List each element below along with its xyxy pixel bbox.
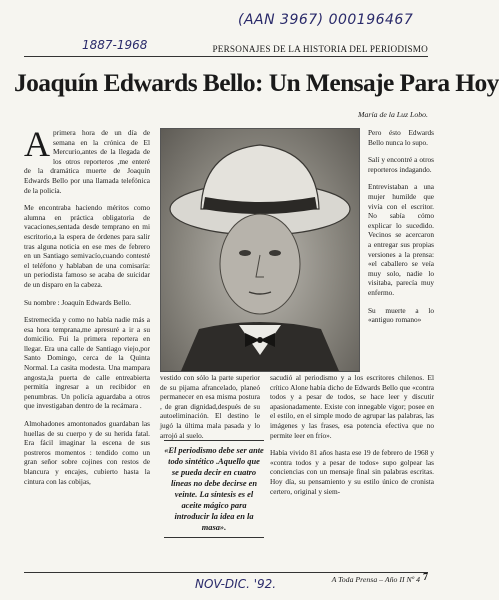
paragraph-1 <box>24 124 150 195</box>
handwritten-catalog-note: (AAN 3967) 000196467 <box>238 12 414 28</box>
footer-rule <box>24 572 428 573</box>
article-headline: Joaquín Edwards Bello: Un Mensaje Para Hoy <box>14 68 499 97</box>
paragraph-4: Estremecida y como no había nadie más a esa hora temprana,me apresuré a ir a su domicilio. Fui la primera reportera en llegar. Era una calle de Santiago viejo,por Santo Domingo, cerca de la Quinta Normal. La casita modesta. Una mampara angosta,la puerta de calle entreabierta permitía ingresar a un recibidor en penumbras. Un policía aguardaba a otros que investigaban dentro de la recámara . <box>24 315 150 411</box>
right-paragraph-3: Entrevistaban a una mujer humilde que vivía con el escritor. No sabía cómo explicar lo sucedido. Vecinos se acercaron a entregar sus propias versiones a la prensa: «el caballero se veía muy solo, nadie lo visitaba, parecía muy enfermo. <box>368 182 434 297</box>
drop-cap: A <box>24 124 50 164</box>
article-column-right <box>368 128 434 333</box>
paragraph-2: Me encontraba haciendo méritos como alumna en práctica obligatoria de vacaciones,sentada desde temprano en mi escritorio,a la espera de órdenes para salir tras alguna noticia en ese mes de febrero en un Santiago semivacío,cuando contesté el teléfono y hablaban de una comisaría: un periodista famoso se acaba de suicidar de un disparo en la cabeza. <box>24 203 150 289</box>
article-byline: María de la Luz Lobo. <box>358 110 428 119</box>
bottom-right-paragraph-2: Había vivido 81 años hasta ese 19 de febrero de 1968 y «contra todos y a pesar de todos» supo golpear las conciencias con un mensaje final sin palabras escritas. Hoy día, su pensamiento y su estilo único de cronista certero, original y siem- <box>270 448 434 496</box>
portrait-illustration <box>161 129 359 371</box>
right-paragraph-1: Pero ésto Edwards Bello nunca lo supo. <box>368 128 434 147</box>
middle-paragraph: vestido con sólo la parte superior de su pijama afrancelado, planeó permanecer en esa misma postura , de gran dignidad,después de su autoeliminación. El destino le jugó la última mala pasada y lo arrojó al suelo. <box>160 373 260 440</box>
pull-quote: «El periodismo debe ser ante todo sintético .Aquello que se pueda decir en cuatro líneas no debe decirse en veinte. La síntesis es el aceite mágico para introducir la idea en la masa». <box>164 440 264 538</box>
right-paragraph-2: Salí y encontré a otros reporteros indagando. <box>368 155 434 174</box>
paragraph-1-text: primera hora de un día de semana en la crónica de El Mercurio,antes de la llegada de los otros reporteros ,me enteré de la dramática muerte de Joaquín Edwards Bello por una llamada telefónica de la policía. <box>24 128 150 195</box>
portrait-photo <box>160 128 360 372</box>
right-paragraph-4: Su muerte a lo «antiguo romano» <box>368 305 434 325</box>
article-column-middle <box>160 373 260 440</box>
section-label: PERSONAJES DE LA HISTORIA DEL PERIODISMO <box>212 44 428 54</box>
bottom-right-paragraph-1: sacudió al periodismo y a los escritores chilenos. El crítico Alone había dicho de Edwards Bello que «contra todos y a pesar de todos, se hace leer y discutir apasionadamente. Existe con innegable vigor; posee en el estilo, en el simple modo de agrupar las palabras, las imágenes y las frases, esa potencia efectiva que no permite leer en frío». <box>270 373 434 440</box>
article-column-left <box>24 124 150 494</box>
paragraph-3: Su nombre : Joaquín Edwards Bello. <box>24 297 132 307</box>
paragraph-5: Almohadones amontonados guardaban las huellas de su cuerpo y de su herida fatal. Era fácil imaginar la escena de sus postreros momentos : tendido como un gran señor sobre cojines con restos de blancura y encajes, cubierto hasta la cintura con las cobijas, <box>24 419 150 486</box>
publication-footer: A Toda Prensa – Año II Nº 4 <box>331 575 420 584</box>
handwritten-date-note: NOV-DIC. '92. <box>195 577 277 591</box>
header-rule <box>24 56 428 57</box>
article-column-bottom-right <box>270 373 434 504</box>
page-number: 7 <box>423 572 428 583</box>
handwritten-years-note: 1887-1968 <box>82 38 148 52</box>
